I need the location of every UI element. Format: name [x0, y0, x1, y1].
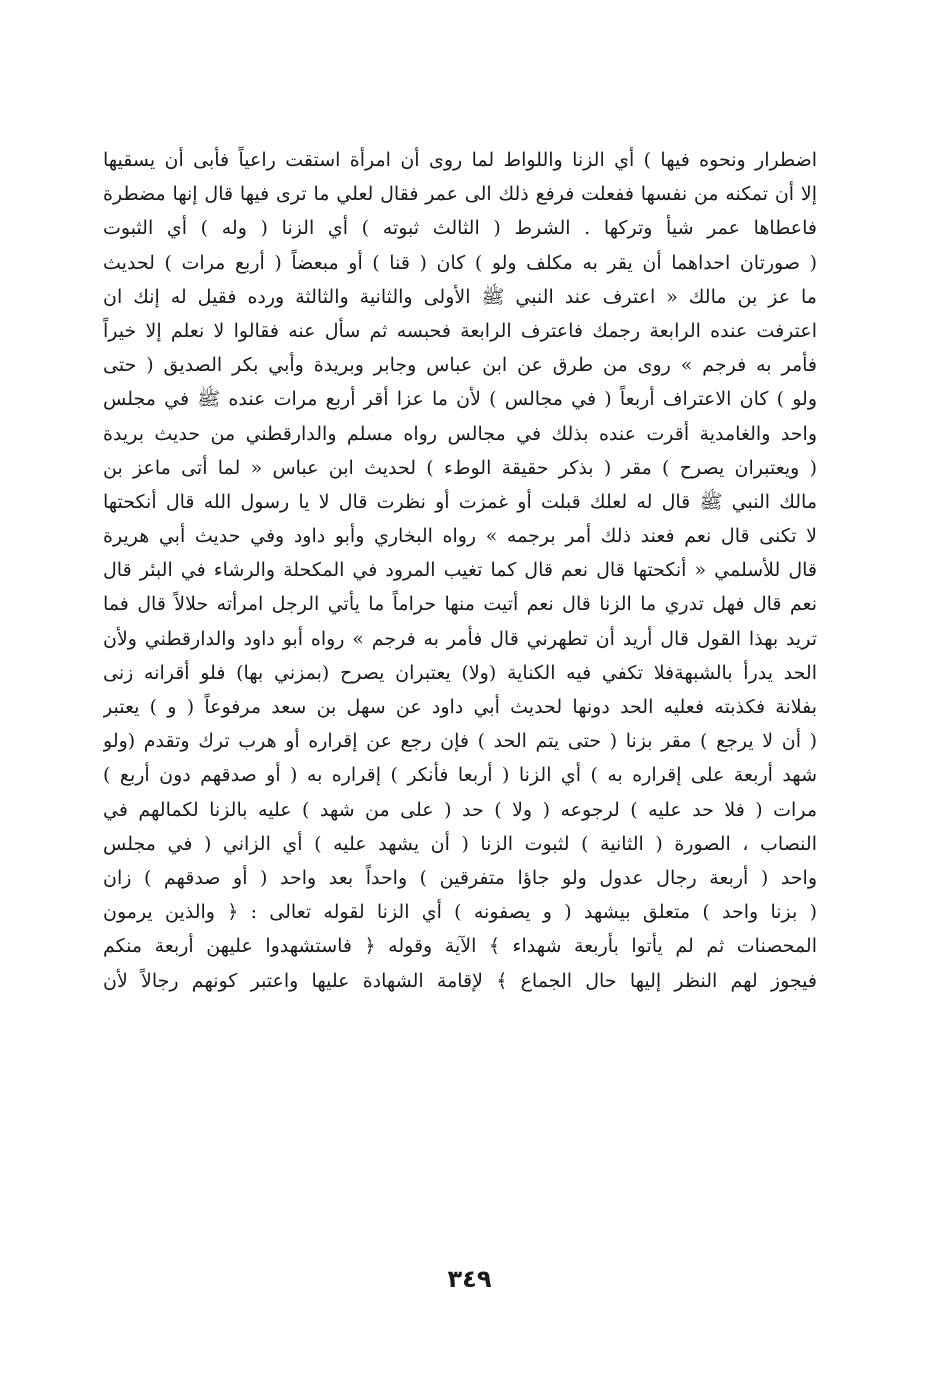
text-line: ( صورتان احداهما أن يقر به مكلف ولو ) كان ( قنا ) أو مبعضاً ( أربع مرات ) لحديث — [103, 251, 817, 274]
text-line: فأمر به فرجم » روى من طرق عن ابن عباس وجابر وبريدة وأبي بكر الصديق ( حتى — [103, 354, 817, 377]
body-text — [103, 143, 817, 998]
text-line: ما عز بن مالك « اعترف عند النبي ﷺ الأولى والثانية والثالثة ورده فقيل له إنك ان — [103, 285, 817, 308]
text-line: ولو ) كان الاعتراف أربعاً ( في مجالس ) لأن ما عزا أقر أربع مرات عنده ﷺ في مجلس — [103, 388, 817, 411]
text-line: مالك النبي ﷺ قال له لعلك قبلت أو غمزت أو نظرت قال لا يا رسول الله قال أنكحتها — [103, 490, 817, 513]
text-line: واحد ( أربعة رجال عدول ولو جاؤا متفرقين ) واحداً بعد واحد ( أو صدقهم ) زان — [103, 866, 817, 889]
text-line: اعترفت عنده الرابعة رجمك فاعترف الرابعة فحبسه ثم سأل عنه فقالوا لا نعلم إلا خيراً — [103, 319, 817, 342]
text-line: المحصنات ثم لم يأتوا بأربعة شهداء ﴾ الآية وقوله ﴿ فاستشهدوا عليهن أربعة منكم — [103, 935, 817, 958]
text-line: الحد يدرأ بالشبهةفلا تكفي فيه الكناية (ولا) يعتبران يصرح (بمزني بها) فلو أقرانه زنى — [103, 661, 817, 684]
text-line: إلا أن تمكنه من نفسها ففعلت فرفع ذلك الى عمر فقال لعلي ما ترى فيها قال إنها مضطرة — [103, 183, 817, 206]
text-line: فاعطاها عمر شيأ وتركها . الشرط ( الثالث ثبوته ) أي الزنا ( وله ) أي الثبوت — [103, 217, 817, 240]
text-line: ( بزنا واحد ) متعلق بيشهد ( و يصفونه ) أي الزنا لقوله تعالى : ﴿ والذين يرمون — [103, 901, 817, 924]
page-number: ٣٤٩ — [447, 1265, 492, 1293]
text-line: اضطرار ونحوه فيها ) أي الزنا واللواط لما روى أن امرأة استقت راعياً فأبى أن يسقيها — [103, 149, 817, 171]
text-line: لا تكنى قال نعم فعند ذلك أمر برجمه » رواه البخاري وأبو داود وفي حديث أبي هريرة — [103, 525, 817, 548]
text-line: النصاب ، الصورة ( الثانية ) لثبوت الزنا ( أن يشهد عليه ) أي الزاني ( في مجلس — [103, 832, 817, 855]
text-line: شهد أربعة على إقراره به ) أي الزنا ( أربعا فأنكر ) إقراره به ( أو صدقهم دون أربع ) — [103, 764, 817, 787]
text-line: قال للأسلمي « أنكحتها قال نعم قال كما تغيب المرود في المكحلة والرشاء في البئر قال — [103, 559, 817, 582]
text-line: نعم قال فهل تدري ما الزنا قال نعم أتيت منها حراماً ما يأتي الرجل امرأته حلالاً قال فما — [103, 593, 817, 616]
text-line: تريد بهذا القول قال أريد أن تطهرني قال فأمر به فرجم » رواه أبو داود والدارقطني ولأن — [103, 627, 817, 650]
text-line: واحد والغامدية أقرت عنده بذلك في مجالس رواه مسلم والدارقطني من حديث بريدة — [103, 422, 817, 445]
text-line: مرات ( فلا حد عليه ) لرجوعه ( ولا ) حد ( على من شهد ) عليه بالزنا لكمالهم في — [103, 798, 817, 821]
text-line: ( أن لا يرجع ) مقر بزنا ( حتى يتم الحد ) فإن رجع عن إقراره أو هرب ترك وتقدم (ولو — [103, 730, 817, 753]
text-line: بفلانة فكذبته فعليه الحد دونها لحديث أبي داود عن سهل بن سعد مرفوعاً ( و ) يعتبر — [103, 696, 817, 718]
text-line: ( ويعتبران يصرح ) مقر ( بذكر حقيقة الوطء ) لحديث ابن عباس « لما أتى ماعز بن — [103, 456, 817, 479]
text-line: فيجوز لهم النظر إليها حال الجماع ﴾ لإقامة الشهادة عليها واعتبر كونهم رجالاً لأن — [103, 969, 817, 992]
